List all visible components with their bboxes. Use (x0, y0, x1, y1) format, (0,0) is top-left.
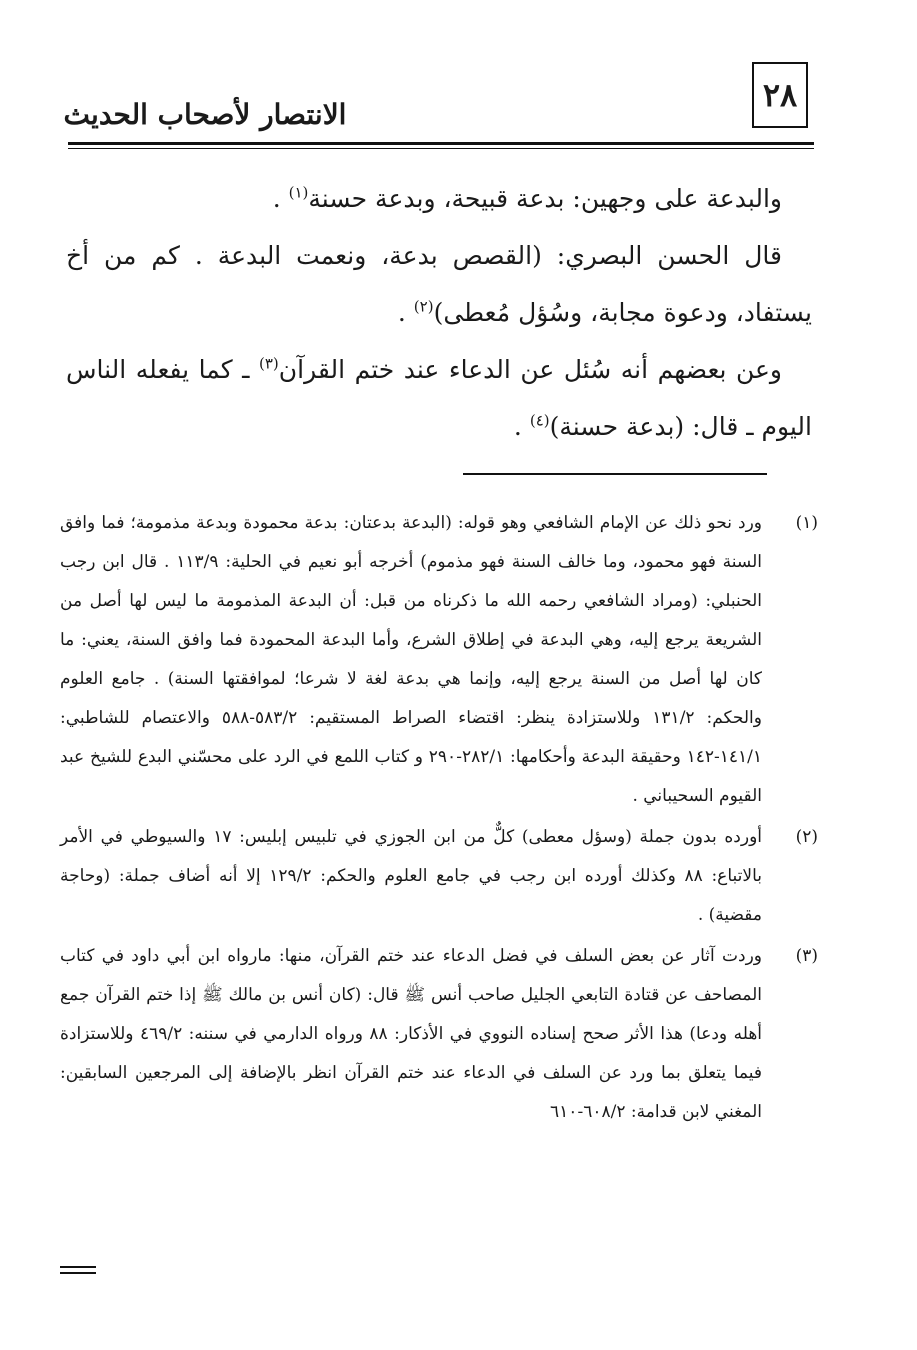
footnote-ref-4[interactable]: (٤) (529, 411, 550, 430)
footnote-text: أورده بدون جملة (وسؤل معطى) كلٌّ من ابن الجوزي في تلبيس إبليس: ١٧ والسيوطي في الأمر بالاتباع: ٨٨ وكذلك أورده ابن رجب في جامع العلوم والحكم: ١٢٩/٢ إلا أنه أضاف جملة: (وحاجة مقضية) . (60, 827, 762, 925)
header-rule-thick (68, 142, 814, 145)
footnote-separator (463, 473, 767, 475)
footnote-2 (60, 818, 818, 935)
footnotes (60, 504, 818, 1134)
page-number-box (752, 62, 808, 128)
footnote-number: (١) (795, 513, 818, 533)
paragraph-3-text-b: ـ كما يفعله الناس اليوم ـ قال: (بدعة حسنة) (66, 355, 812, 441)
paragraph-3-tail: . (513, 412, 530, 441)
paragraph-3-text-a: وعن بعضهم أنه سُئل عن الدعاء عند ختم القرآن (278, 355, 783, 384)
paragraph-2-text: قال الحسن البصري: (القصص بدعة، ونعمت البدعة . كم من أخ يستفاد، ودعوة مجابة، وسُؤل مُعطى) (66, 241, 812, 327)
paragraph-1-tail: . (272, 184, 289, 213)
continuation-mark (60, 1266, 96, 1274)
footnote-number: (٢) (795, 827, 818, 847)
paragraph-3 (66, 341, 812, 455)
header-rule-thin (68, 148, 814, 149)
footnote-3 (60, 937, 818, 1132)
footnote-ref-1[interactable]: (١) (288, 183, 309, 202)
footnote-1 (60, 504, 818, 816)
main-text (66, 170, 812, 455)
paragraph-1-text: والبدعة على وجهين: بدعة قبيحة، وبدعة حسنة (308, 184, 782, 213)
running-title: الانتصار لأصحاب الحديث (63, 98, 347, 131)
footnote-text: وردت آثار عن بعض السلف في فضل الدعاء عند ختم القرآن، منها: مارواه ابن أبي داود في كتاب المصاحف عن قتادة التابعي الجليل صاحب أنس ﷺ قال: (كان أنس بن مالك ﷺ إذا ختم القرآن جمع أهله ودعا) هذا الأثر صحح إسناده النووي في الأذكار: ٨٨ ورواه الدارمي في سننه: ٤٦٩/٢ وللاستزادة فيما يتعلق بما ورد عن السلف في الدعاء عند ختم القرآن انظر بالإضافة إلى المرجعين السابقين: المغني لابن قدامة: ٦٠٨/٢-٦١٠ (60, 946, 763, 1122)
footnote-text: ورد نحو ذلك عن الإمام الشافعي وهو قوله: (البدعة بدعتان: بدعة محمودة وبدعة مذمومة؛ فما وافق السنة فهو محمود، وما خالف السنة فهو مذموم) أخرجه أبو نعيم في الحلية: ١١٣/٩ . قال ابن رجب الحنبلي: (ومراد الشافعي رحمه الله ما ذكرناه من قبل: أن البدعة المذمومة ما ليس لها أصل من الشريعة يرجع إليه، وهي البدعة في إطلاق الشرع، وأما البدعة المحمودة فما وافق السنة، يعني: ما كان لها أصل من السنة يرجع إليه، وإنما هي بدعة لغة لا شرعا؛ لموافقتها السنة) . جامع العلوم والحكم: ١٣١/٢ وللاستزادة ينظر: اقتضاء الصراط المستقيم: ٥٨٣/٢-٥٨٨ والاعتصام للشاطبي: ١٤١/١-١٤٢ وحقيقة البدعة وأحكامها: ٢٨٢/١-٢٩٠ و كتاب اللمع في الرد على محسّني البدع للشيخ عبد القيوم السحيباني . (60, 513, 762, 806)
page-number: ٢٨ (762, 76, 798, 114)
footnote-number: (٣) (795, 946, 818, 966)
paragraph-2 (66, 227, 812, 341)
footnote-ref-2[interactable]: (٢) (413, 297, 434, 316)
footnote-ref-3[interactable]: (٣) (258, 354, 279, 373)
paragraph-1 (66, 170, 812, 227)
paragraph-2-tail: . (397, 298, 414, 327)
